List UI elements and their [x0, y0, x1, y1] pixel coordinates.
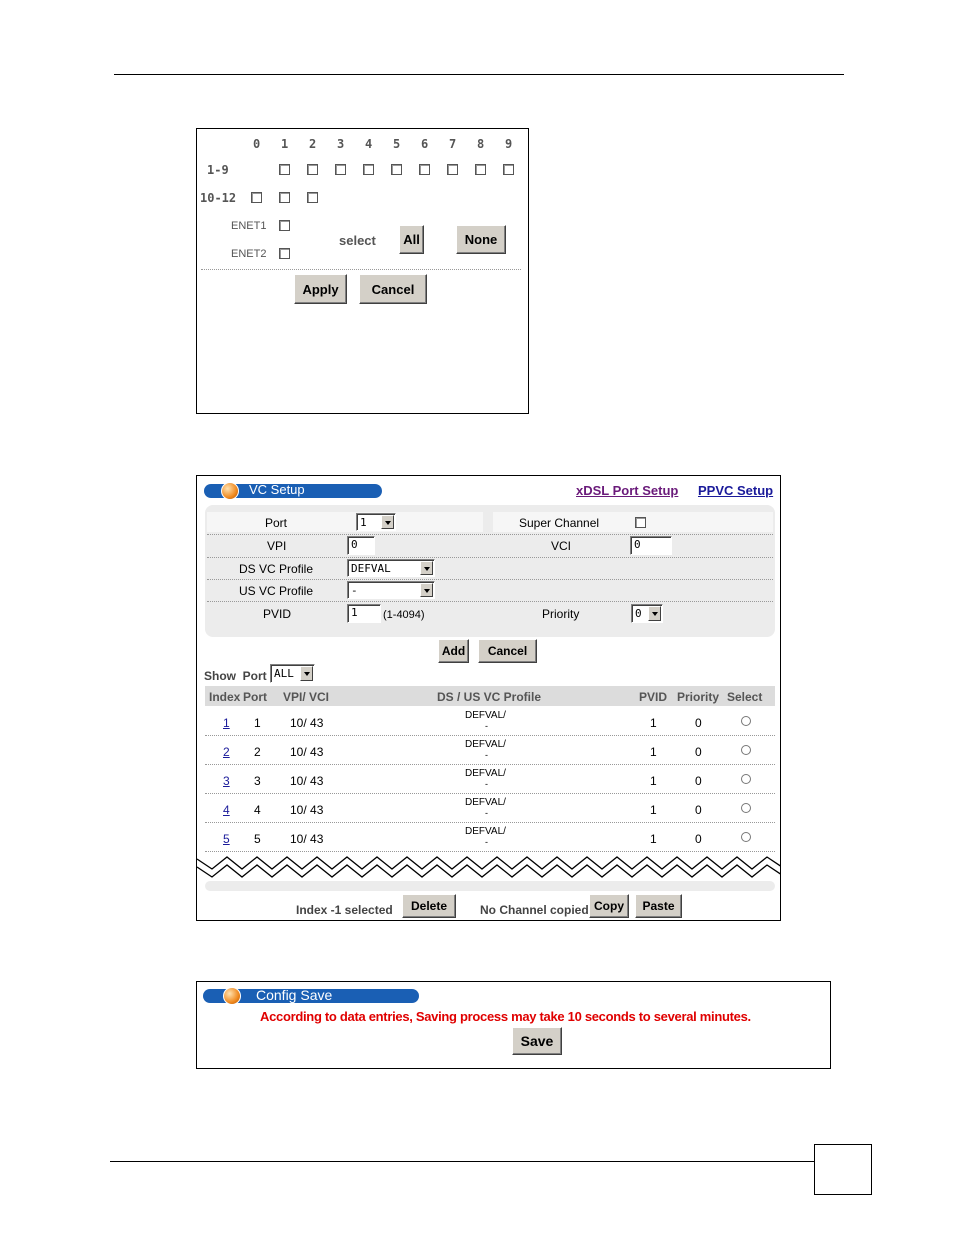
ds-vc-profile-value: DEFVAL [351, 562, 391, 575]
channel-checkbox-12[interactable] [307, 192, 318, 203]
col-header-5: 5 [393, 137, 401, 151]
col-header-2: 2 [309, 137, 317, 151]
super-channel-label: Super Channel [519, 516, 600, 530]
channel-checkbox-8[interactable] [475, 164, 486, 175]
pvid-label: PVID [263, 607, 292, 621]
vc-setup-title: VC Setup [249, 482, 305, 497]
ds-vc-profile-label: DS VC Profile [239, 562, 314, 576]
super-channel-checkbox[interactable] [635, 517, 646, 528]
row-priority: 0 [695, 716, 702, 730]
row-pvid: 1 [650, 832, 657, 846]
row-vpi-vci: 10/ 43 [290, 803, 324, 817]
channel-checkbox-4[interactable] [363, 164, 374, 175]
ds-vc-profile-select[interactable] [347, 559, 435, 577]
row-label-1-9: 1-9 [207, 163, 229, 177]
select-label: select [339, 233, 376, 248]
row-pvid: 1 [650, 716, 657, 730]
us-vc-profile-label: US VC Profile [239, 584, 314, 598]
row-pvid: 1 [650, 745, 657, 759]
channel-checkbox-6[interactable] [419, 164, 430, 175]
header-profile: DS / US VC Profile [437, 690, 542, 704]
port-select[interactable] [356, 513, 396, 531]
channel-checkbox-9[interactable] [503, 164, 514, 175]
row-vpi-vci: 10/ 43 [290, 716, 324, 730]
col-header-0: 0 [253, 137, 261, 151]
row-port: 5 [254, 832, 261, 846]
form-row-divider [207, 579, 773, 580]
row-port: 2 [254, 745, 261, 759]
vci-input[interactable]: 0 [630, 536, 672, 555]
channel-checkbox-7[interactable] [447, 164, 458, 175]
row-port: 4 [254, 803, 261, 817]
channel-checkbox-1[interactable] [279, 164, 290, 175]
row-profile: DEFVAL/ [465, 826, 506, 837]
show-port-select[interactable] [270, 664, 315, 683]
chevron-down-icon [420, 561, 433, 575]
truncation-zigzag [197, 853, 781, 883]
col-header-7: 7 [449, 137, 457, 151]
cancel-button[interactable]: Cancel [359, 274, 427, 304]
table-footer-bar [205, 881, 775, 891]
row-profile-us: - [485, 721, 488, 731]
priority-select-value: 0 [635, 607, 642, 620]
enet2-label: ENET2 [231, 248, 267, 260]
header-pvid: PVID [639, 690, 668, 704]
channel-checkbox-2[interactable] [307, 164, 318, 175]
col-header-3: 3 [337, 137, 345, 151]
row-profile: DEFVAL/ [465, 797, 506, 808]
vci-label: VCI [551, 539, 572, 553]
row-select-radio[interactable] [741, 803, 751, 813]
row-index-link[interactable]: 3 [223, 774, 230, 788]
top-rule [114, 74, 844, 75]
row-profile-us: - [485, 750, 488, 760]
row-vpi-vci: 10/ 43 [290, 774, 324, 788]
save-button[interactable]: Save [512, 1027, 562, 1055]
row-profile-us: - [485, 779, 488, 789]
enet1-checkbox[interactable] [279, 220, 290, 231]
row-divider [205, 793, 775, 794]
enet2-checkbox[interactable] [279, 248, 290, 259]
vpi-input[interactable]: 0 [347, 536, 375, 555]
form-row-bg [207, 512, 483, 532]
config-save-title: Config Save [256, 987, 333, 1003]
copy-button[interactable]: Copy [589, 894, 629, 918]
all-button[interactable]: All [399, 225, 424, 254]
row-priority: 0 [695, 803, 702, 817]
row-priority: 0 [695, 774, 702, 788]
row-divider [205, 764, 775, 765]
col-header-8: 8 [477, 137, 485, 151]
delete-button[interactable]: Delete [402, 894, 456, 918]
header-priority: Priority [677, 690, 720, 704]
row-index-link[interactable]: 1 [223, 716, 230, 730]
config-save-message: According to data entries, Saving process may take 10 seconds to several minutes. [260, 1009, 751, 1024]
page-number-box [814, 1144, 872, 1195]
show-port-label: Show Port [204, 669, 267, 683]
channel-checkbox-10[interactable] [251, 192, 262, 203]
header-select: Select [727, 690, 763, 704]
row-port: 3 [254, 774, 261, 788]
channel-select-panel [196, 128, 529, 414]
row-vpi-vci: 10/ 43 [290, 745, 324, 759]
chevron-down-icon [648, 606, 661, 621]
chevron-down-icon [300, 666, 313, 681]
row-vpi-vci: 10/ 43 [290, 832, 324, 846]
priority-select[interactable] [631, 604, 663, 623]
pvid-range-hint: (1-4094) [383, 609, 425, 621]
none-button[interactable]: None [456, 225, 506, 254]
row-select-radio[interactable] [741, 745, 751, 755]
form-row-divider [207, 557, 773, 558]
header-index: Index [209, 690, 241, 704]
priority-label: Priority [542, 607, 580, 621]
row-select-radio[interactable] [741, 774, 751, 784]
row-profile: DEFVAL/ [465, 710, 506, 721]
channel-checkbox-5[interactable] [391, 164, 402, 175]
row-index-link[interactable]: 5 [223, 832, 230, 846]
form-row-divider [207, 601, 773, 602]
vc-setup-panel [196, 475, 781, 921]
chevron-down-icon [381, 515, 394, 529]
col-header-9: 9 [505, 137, 513, 151]
col-header-1: 1 [281, 137, 289, 151]
row-divider [205, 851, 775, 852]
row-select-radio[interactable] [741, 832, 751, 842]
port-label: Port [265, 516, 288, 530]
no-channel-copied-status: No Channel copied [480, 903, 589, 917]
row-port: 1 [254, 716, 261, 730]
row-index-link[interactable]: 2 [223, 745, 230, 759]
row-index-link[interactable]: 4 [223, 803, 230, 817]
bottom-rule [110, 1161, 815, 1162]
row-profile: DEFVAL/ [465, 739, 506, 750]
row-priority: 0 [695, 745, 702, 759]
form-row-divider [207, 534, 773, 535]
col-header-6: 6 [421, 137, 429, 151]
orb-icon [223, 987, 241, 1005]
col-header-4: 4 [365, 137, 373, 151]
apply-button[interactable]: Apply [294, 274, 347, 304]
panel-divider [201, 269, 521, 270]
row-priority: 0 [695, 832, 702, 846]
port-select-value: 1 [360, 516, 367, 529]
ppvc-setup-link[interactable]: PPVC Setup [698, 483, 774, 498]
row-pvid: 1 [650, 803, 657, 817]
pvid-input[interactable]: 1 [347, 604, 381, 623]
enet1-label: ENET1 [231, 220, 267, 232]
row-profile-us: - [485, 837, 488, 847]
xdsl-port-setup-link[interactable]: xDSL Port Setup [576, 483, 679, 498]
show-port-value: ALL [274, 667, 294, 680]
add-button[interactable]: Add [438, 639, 469, 663]
row-select-radio[interactable] [741, 716, 751, 726]
us-vc-profile-select[interactable] [347, 581, 435, 599]
paste-button[interactable]: Paste [635, 894, 682, 918]
channel-checkbox-3[interactable] [335, 164, 346, 175]
header-vpi-vci: VPI/ VCI [283, 690, 330, 704]
config-save-panel [196, 981, 831, 1069]
header-port: Port [243, 690, 267, 704]
us-vc-profile-value: - [351, 584, 358, 597]
row-pvid: 1 [650, 774, 657, 788]
row-label-10-12: 10-12 [200, 191, 237, 205]
row-profile-us: - [485, 808, 488, 818]
orb-icon [221, 482, 239, 500]
chevron-down-icon [420, 583, 433, 597]
vpi-label: VPI [267, 539, 287, 553]
channel-checkbox-11[interactable] [279, 192, 290, 203]
vc-cancel-button[interactable]: Cancel [478, 639, 537, 663]
row-profile: DEFVAL/ [465, 768, 506, 779]
row-divider [205, 822, 775, 823]
index-selected-status: Index -1 selected [296, 903, 393, 917]
row-divider [205, 735, 775, 736]
